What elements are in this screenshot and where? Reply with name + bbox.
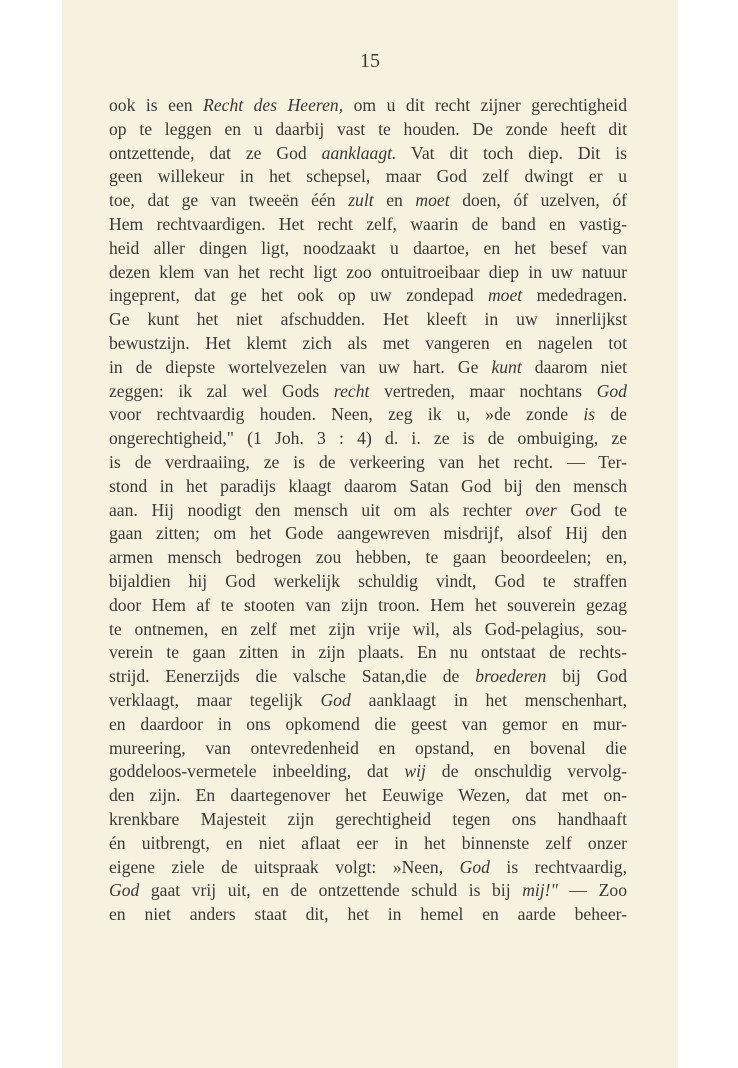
text-segment: verein te gaan zitten in zijn plaats. En nu ontstaat de rechts- (109, 642, 627, 663)
text-segment: Hem rechtvaardigen. Het recht zelf, waarin de band en vastig- (109, 213, 627, 234)
text-line (109, 570, 627, 594)
text-segment: Vat dit toch diep. Dit is (396, 142, 627, 163)
text-segment: de onschuldig vervolg- (425, 761, 627, 782)
italic-text: aanklaagt. (321, 142, 397, 163)
italic-text: kunt (491, 356, 522, 377)
italic-text: God (596, 380, 627, 401)
text-line (109, 546, 627, 570)
text-line (109, 403, 627, 427)
text-line (109, 522, 627, 546)
text-segment: ongerechtigheid," (1 Joh. 3 : 4) d. i. ze is de ombuiging, ze (109, 428, 627, 449)
text-segment: voor rechtvaardig houden. Neen, zeg ik u, »de zonde (109, 404, 584, 425)
page-number: 15 (360, 50, 380, 72)
text-segment: ook is een (109, 95, 204, 115)
text-line (109, 618, 627, 642)
italic-text: God (459, 856, 490, 877)
text-line (109, 284, 627, 308)
text-line (109, 594, 627, 618)
text-line (109, 760, 627, 784)
text-line (109, 213, 627, 237)
text-line (109, 784, 627, 808)
text-line (109, 189, 627, 213)
text-line (109, 165, 627, 189)
text-segment: Ge kunt het niet afschudden. Het kleeft in uw innerlijkst (109, 309, 627, 330)
text-line (109, 475, 627, 499)
text-line (109, 808, 627, 832)
text-line (109, 451, 627, 475)
text-line (109, 499, 627, 523)
text-segment: de (595, 404, 627, 425)
text-line (109, 380, 627, 404)
text-segment: bijaldien hij God werkelijk schuldig vindt, God te straffen (109, 570, 627, 591)
italic-text: Recht des Heeren, (203, 95, 344, 115)
text-line (109, 879, 627, 903)
text-segment: en (373, 190, 416, 211)
text-line (109, 308, 627, 332)
text-segment: is rechtvaardig, (489, 856, 627, 877)
text-segment: is de verdraaiing, ze is de verkeering van het recht. — Ter- (109, 451, 627, 472)
text-segment: daarom niet (521, 356, 627, 377)
text-segment: — Zoo (557, 880, 627, 901)
text-segment: God te (556, 499, 628, 520)
text-segment: mededragen. (522, 285, 627, 306)
text-segment: den zijn. En daartegenover het Eeuwige Wezen, dat met on- (109, 785, 627, 806)
italic-text: zult (348, 190, 374, 211)
text-segment: heid aller dingen ligt, noodzaakt u daartoe, en het besef van (109, 237, 627, 258)
text-line (109, 713, 627, 737)
italic-text: mij!" (522, 880, 558, 901)
text-segment: doen, óf uzelven, óf (449, 190, 627, 211)
text-segment: strijd. Eenerzijds die valsche Satan,die de (109, 666, 476, 687)
text-line (109, 237, 627, 261)
text-segment: aan. Hij noodigt den mensch uit om als rechter (109, 499, 526, 520)
italic-text: broederen (475, 666, 547, 687)
text-line (109, 142, 627, 166)
book-page (62, 0, 678, 1068)
text-line (109, 832, 627, 856)
text-line (109, 261, 627, 285)
text-segment: stond in het paradijs klaagt daarom Satan God bij den mensch (109, 475, 627, 496)
text-segment: bewustzijn. Het klemt zich als met vangeren en nagelen tot (109, 332, 627, 353)
text-segment: in de diepste wortelvezelen van uw hart. Ge (109, 356, 492, 377)
text-segment: gaat vrij uit, en de ontzettende schuld is bij (139, 880, 523, 901)
text-line (109, 356, 627, 380)
text-line (109, 737, 627, 761)
text-segment: op te leggen en u daarbij vast te houden. De zonde heeft dit (109, 118, 627, 139)
text-line (109, 94, 627, 118)
italic-text: over (525, 499, 557, 520)
body-text (109, 94, 627, 927)
text-line (109, 689, 627, 713)
text-segment: te ontnemen, en zelf met zijn vrije wil, als God-pelagius, sou- (109, 618, 627, 639)
italic-text: wij (404, 761, 426, 782)
text-segment: mureering, van ontevredenheid en opstand, en bovenal die (109, 737, 627, 758)
italic-text: recht (333, 380, 370, 401)
text-segment: ingeprent, dat ge het ook op uw zondepad (109, 285, 488, 306)
italic-text: God (109, 880, 140, 901)
text-segment: vertreden, maar nochtans (369, 380, 597, 401)
text-segment: zeggen: ik zal wel Gods (109, 380, 334, 401)
text-segment: ontzettende, dat ze God (109, 142, 322, 163)
text-line (109, 427, 627, 451)
text-line (109, 118, 627, 142)
italic-text: God (320, 689, 351, 710)
italic-text: moet (415, 190, 450, 211)
text-segment: dezen klem van het recht ligt zoo ontuitroeibaar diep in uw natuur (109, 261, 627, 282)
text-segment: en niet anders staat dit, het in hemel en aarde beheer- (109, 904, 627, 925)
italic-text: moet (487, 285, 523, 306)
text-line (109, 641, 627, 665)
text-segment: gaan zitten; om het Gode aangewreven misdrijf, alsof Hij den (109, 523, 627, 544)
text-segment: armen mensch bedrogen zou hebben, te gaan beoordeelen; en, (109, 547, 627, 568)
text-line (109, 332, 627, 356)
text-segment: én uitbrengt, en niet aflaat eer in het binnenste zelf onzer (109, 832, 627, 853)
text-segment: geen willekeur in het schepsel, maar God zelf dwingt er u (109, 166, 627, 187)
text-segment: en daardoor in ons opkomend die geest van gemor en mur- (109, 713, 627, 734)
text-segment: aanklaagt in het menschenhart, (350, 689, 627, 710)
text-segment: om u dit recht zijner gerechtigheid (343, 95, 627, 115)
text-segment: door Hem af te stooten van zijn troon. Hem het souverein gezag (109, 594, 627, 615)
text-segment: verklaagt, maar tegelijk (109, 689, 321, 710)
text-line (109, 903, 627, 927)
text-segment: krenkbare Majesteit zijn gerechtigheid tegen ons handhaaft (109, 808, 627, 829)
text-segment: toe, dat ge van tweeën één (109, 190, 349, 211)
text-segment: bij God (546, 666, 628, 687)
italic-text: is (583, 404, 596, 425)
text-segment: goddeloos-vermetele inbeelding, dat (109, 761, 405, 782)
text-line (109, 665, 627, 689)
text-line (109, 856, 627, 880)
text-segment: eigene ziele de uitspraak volgt: »Neen, (109, 856, 460, 877)
